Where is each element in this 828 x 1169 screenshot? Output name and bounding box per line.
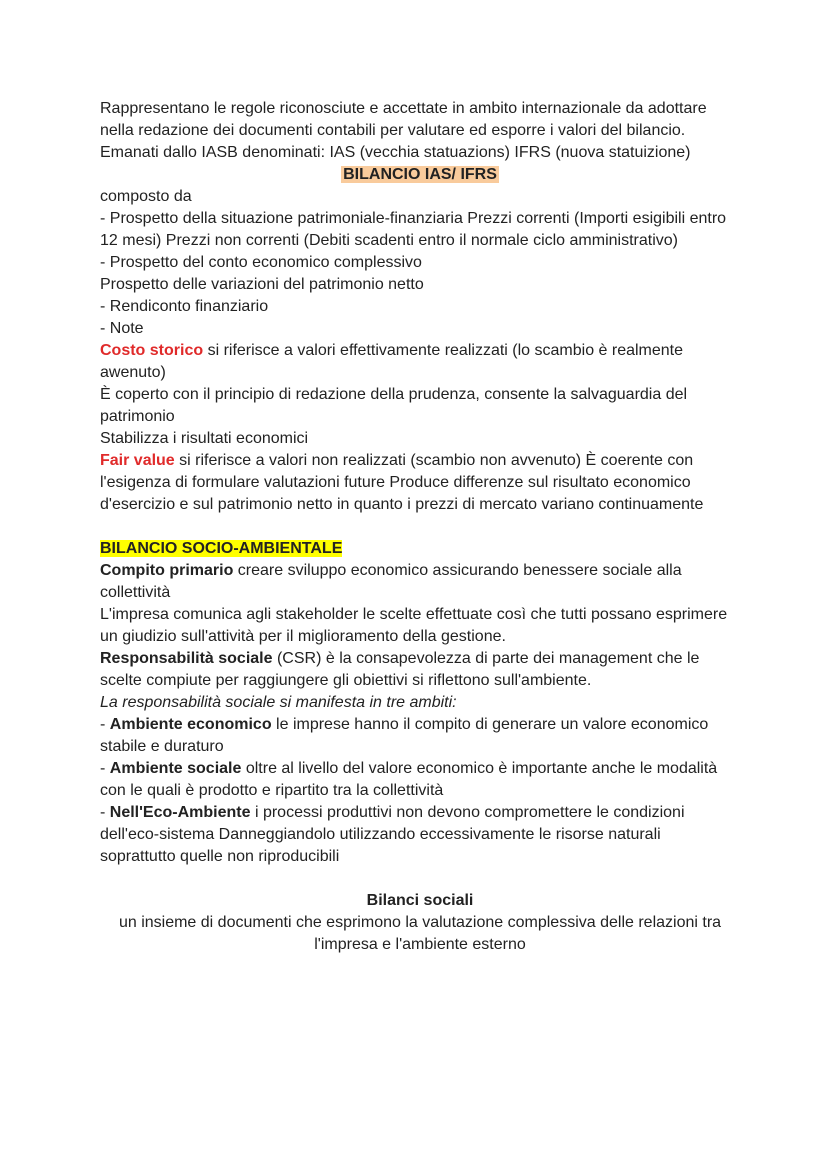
costo-storico-paragraph xyxy=(100,340,740,384)
ambiti-intro: La responsabilità sociale si manifesta in tre ambiti: xyxy=(100,694,457,711)
costo-storico-term: Costo storico xyxy=(100,342,204,359)
ambito-item xyxy=(100,758,740,802)
ias-line: Prospetto delle variazioni del patrimonio netto xyxy=(100,276,424,293)
ambito-item xyxy=(100,714,740,758)
ambito-term: Ambiente economico xyxy=(109,716,272,733)
compito-paragraph xyxy=(100,560,740,604)
ambito-item xyxy=(100,802,740,868)
ias-line: composto da xyxy=(100,188,192,205)
document-page xyxy=(100,98,740,956)
ambito-term: Ambiente sociale xyxy=(109,760,242,777)
ias-line: - Note xyxy=(100,320,144,337)
spacer xyxy=(100,868,740,890)
compito-term: Compito primario xyxy=(100,562,234,579)
ambito-text: i processi produttivi non devono compromettere le condizioni dell'eco-sistema Danneggiandolo utilizzando eccessivamente le risorse naturali soprattutto quelle non riproducibili xyxy=(100,804,685,865)
bilanci-heading: Bilanci sociali xyxy=(366,892,474,909)
ambito-prefix: - xyxy=(100,760,110,777)
spacer xyxy=(100,516,740,538)
ambito-term: Nell'Eco-Ambiente xyxy=(109,804,251,821)
intro-iasb: Emanati dallo IASB denominati: IAS (vecchia statuazions) IFRS (nuova statuizione) xyxy=(100,144,691,161)
ambito-prefix: - xyxy=(100,716,110,733)
compito-text: creare sviluppo economico assicurando benessere sociale alla collettività xyxy=(100,562,682,601)
costo-storico-line2: È coperto con il principio di redazione della prudenza, consente la salvaguardia del patrimonio xyxy=(100,386,688,425)
intro-paragraph: Rappresentano le regole riconosciute e accettate in ambito internazionale da adottare nella redazione dei documenti contabili per valutare ed esporre i valori del bilancio. xyxy=(100,100,707,139)
costo-storico-text: si riferisce a valori effettivamente realizzati (lo scambio è realmente awenuto) xyxy=(100,342,684,381)
ias-heading-line xyxy=(100,164,740,186)
fair-value-text: si riferisce a valori non realizzati (scambio non avvenuto) È coerente con l'esigenza di formulare valutazioni future Produce differenze sul risultato economico d'esercizio e sul patrimonio netto in quanto i prezzi di mercato variano continuamente xyxy=(100,452,704,513)
costo-storico-line3: Stabilizza i risultati economici xyxy=(100,430,309,447)
ambito-text: le imprese hanno il compito di generare un valore economico stabile e duraturo xyxy=(100,716,709,755)
socio-heading-line xyxy=(100,538,740,560)
ambito-text: oltre al livello del valore economico è importante anche le modalità con le quali è prodotto e ripartito tra la collettività xyxy=(100,760,718,799)
ias-heading: BILANCIO IAS/ IFRS xyxy=(343,166,497,183)
ias-line: - Rendiconto finanziario xyxy=(100,298,269,315)
responsabilita-text: (CSR) è la consapevolezza di parte dei management che le scelte compiute per raggiungere gli obiettivi si riflettono sull'ambiente. xyxy=(100,650,700,689)
fair-value-paragraph xyxy=(100,450,740,516)
socio-heading: BILANCIO SOCIO-AMBIENTALE xyxy=(100,540,343,557)
fair-value-term: Fair value xyxy=(100,452,175,469)
ias-line: - Prospetto della situazione patrimoniale-finanziaria Prezzi correnti (Importi esigibili entro 12 mesi) Prezzi non correnti (Debiti scadenti entro il normale ciclo amministrativo) xyxy=(100,210,727,249)
responsabilita-paragraph xyxy=(100,648,740,692)
ias-line: - Prospetto del conto economico complessivo xyxy=(100,254,422,271)
ambito-prefix: - xyxy=(100,804,110,821)
impresa-paragraph: L'impresa comunica agli stakeholder le scelte effettuate così che tutti possano esprimere un giudizio sull'attività per il miglioramento della gestione. xyxy=(100,606,728,645)
responsabilita-term: Responsabilità sociale xyxy=(100,650,273,667)
bilanci-text: un insieme di documenti che esprimono la valutazione complessiva delle relazioni tra l'impresa e l'ambiente esterno xyxy=(118,914,722,953)
